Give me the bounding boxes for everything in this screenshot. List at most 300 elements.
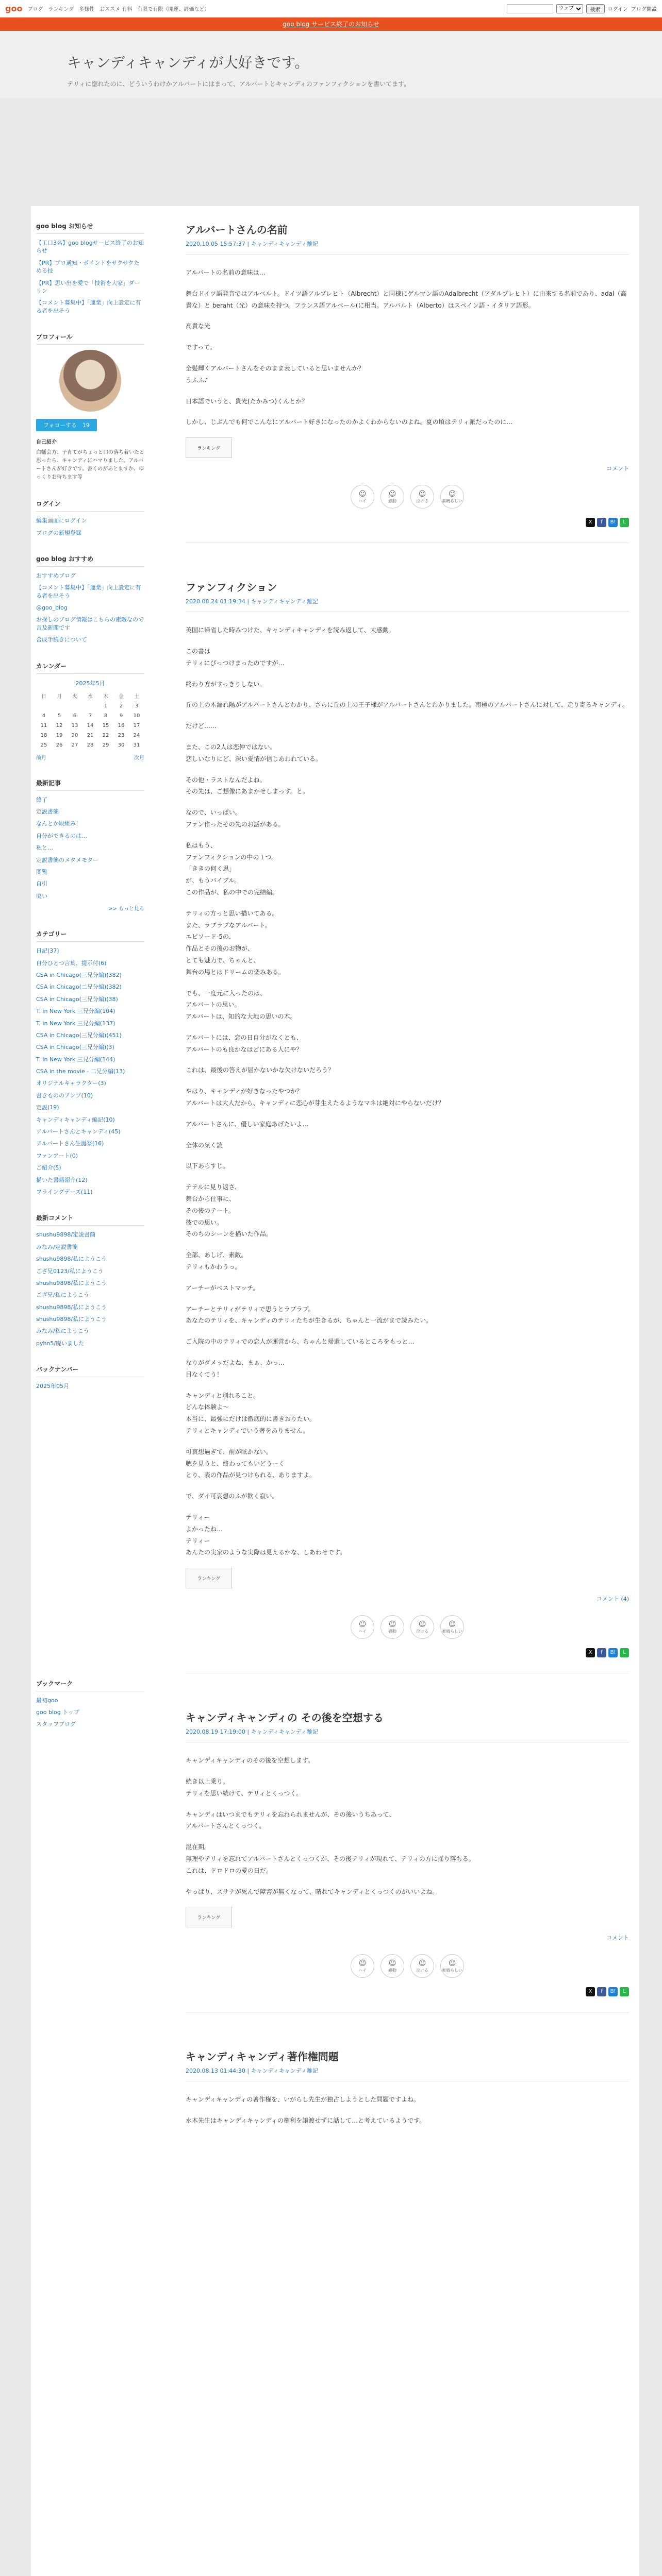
notice-link[interactable]: 【PR】プロ通知・ポイントをサクサクためる技	[36, 259, 140, 275]
reaction-button[interactable]	[351, 1615, 374, 1639]
category-link[interactable]: ご紹介(5)	[36, 1164, 61, 1172]
avatar[interactable]	[59, 350, 121, 412]
calendar-weekday: 木	[103, 693, 108, 700]
profile-heading: プロフィール	[36, 332, 144, 345]
list-item	[36, 517, 144, 524]
article-paragraph: なりがダメッだよね、まぁ、かっ… 目なくてう！	[186, 1359, 285, 1378]
bookmark-link[interactable]: スタッフブログ	[36, 1721, 76, 1728]
reaction-button[interactable]	[380, 1615, 404, 1639]
reaction-label: 泣ける	[416, 1629, 428, 1634]
article-paragraph: 続き以上乗り。 テリィを思い続けて、テリィとくっつく。	[186, 1777, 303, 1797]
category-link[interactable]: 定説(19)	[36, 1104, 59, 1111]
goo-logo[interactable]: goo	[5, 4, 23, 13]
calendar-day[interactable]: 5	[57, 713, 61, 719]
blog-article	[186, 222, 629, 543]
backnumber-link[interactable]: 2025年05月	[36, 1383, 69, 1390]
recommend-section	[36, 554, 144, 644]
article-paragraph: 全髪輝くアルバートさんをそのまま表していると思いませんか？ うふふ♪	[186, 364, 365, 384]
reaction-button[interactable]	[351, 485, 374, 509]
article-body	[186, 2094, 629, 2127]
category-link[interactable]: アルバートさんとキャンディ(45)	[36, 1128, 121, 1136]
list-item	[36, 1291, 144, 1299]
list-item	[36, 959, 144, 967]
list-item	[36, 1720, 144, 1728]
reaction-icon: ☺	[418, 489, 426, 498]
calendar-day[interactable]: 3	[135, 703, 139, 709]
list-item	[36, 1128, 144, 1136]
share-facebook-icon[interactable]: f	[597, 1987, 606, 1996]
top-bar	[0, 0, 662, 18]
list-item	[36, 584, 144, 600]
recent-article-link[interactable]: 私と…	[36, 844, 53, 852]
comment-link[interactable]: shushu9898/私にようこう	[36, 1279, 107, 1286]
calendar-day[interactable]: 12	[56, 722, 63, 728]
list-item	[36, 983, 144, 991]
ranking-badge[interactable]: ランキング	[186, 1568, 232, 1588]
top-nav-item[interactable]: 多様性	[79, 7, 95, 12]
calendar-day[interactable]: 20	[71, 732, 78, 738]
reaction-button[interactable]	[351, 1954, 374, 1978]
top-nav	[27, 5, 209, 12]
article-meta[interactable]: 2020.08.24 01:19:34 | キャンディキャンディ雑記	[186, 597, 629, 612]
calendar-section	[36, 662, 144, 761]
top-nav-item[interactable]: 有限で有限（開運、評価など）	[137, 7, 210, 12]
list-item	[36, 1007, 144, 1015]
list-item	[36, 1092, 144, 1099]
reaction-icon: ☺	[358, 489, 367, 498]
category-link[interactable]: ファンアート(0)	[36, 1152, 78, 1159]
calendar-day[interactable]: 1	[104, 703, 108, 709]
article-paragraph: この書は テリィにぴっつけまったのですが…	[186, 647, 285, 667]
list-item	[36, 1315, 144, 1323]
comment-link[interactable]: shushu9898/私にようこう	[36, 1303, 107, 1311]
share-hatena-icon[interactable]: B!	[608, 518, 618, 527]
article-title[interactable]: キャンディキャンディ著作権問題	[186, 2050, 339, 2063]
list-item	[36, 832, 144, 840]
category-link[interactable]: CSA in Chicago(二兄分編)(382)	[36, 984, 122, 991]
calendar-day[interactable]: 18	[40, 732, 47, 738]
comment-link[interactable]: みなみ/私にようこう	[36, 1328, 89, 1335]
comment-link[interactable]: shushu9898/私にようこう	[36, 1256, 107, 1263]
list-item	[36, 971, 144, 979]
calendar-day[interactable]: 24	[133, 732, 140, 738]
article-body	[186, 1755, 629, 1897]
recent-article-link[interactable]: 廃い	[36, 892, 47, 900]
recent-article-link[interactable]: 定説書簡のメタメモター	[36, 856, 98, 863]
article-paragraph: キャンディキャンディのその後を空想します。	[186, 1757, 315, 1765]
list-item	[36, 1188, 144, 1196]
backnumber-heading: バックナンバー	[36, 1365, 144, 1377]
main-content	[186, 206, 629, 2163]
calendar-weekday: 火	[72, 693, 77, 700]
bookmark-section	[36, 1679, 144, 1728]
reaction-button[interactable]	[380, 1954, 404, 1978]
calendar-day	[82, 701, 98, 711]
article-paragraph: 全部、あしげ、素敵。 テリィもかわうっ。	[186, 1251, 247, 1271]
list-item	[36, 1255, 144, 1263]
comment-count-link[interactable]: コメント	[606, 1935, 629, 1942]
share-line-icon[interactable]: L	[620, 1987, 629, 1996]
list-item	[36, 820, 144, 827]
recommend-links	[36, 616, 144, 643]
blog-article	[186, 1709, 629, 2012]
share-x-icon[interactable]: X	[586, 1648, 595, 1657]
category-list	[36, 947, 144, 1196]
article-paragraph: アルバートさんに、優しい家庭あげたいよ…	[186, 1120, 309, 1128]
calendar-day[interactable]: 16	[118, 722, 125, 728]
list-item	[36, 868, 144, 876]
notice-link[interactable]: 【コメント募集中】「運業」向上設定に有る者を出そう	[36, 299, 141, 314]
reaction-button[interactable]	[440, 1954, 464, 1978]
list-item	[36, 808, 144, 816]
article-paragraph: 日本語でいうと、貴光(たかみつ)くんとか？	[186, 397, 308, 405]
share-hatena-icon[interactable]: B!	[608, 1987, 618, 1996]
calendar-day[interactable]: 21	[87, 732, 94, 738]
article-paragraph: なので、いっぱい。 ファン作ったその先のお話がある。	[186, 809, 285, 828]
notice-link[interactable]: 【PR】思い出を愛で「技術を大家」ダーリン	[36, 279, 140, 294]
article-meta[interactable]: 2020.10.05 15:57:37 | キャンディキャンディ雑記	[186, 240, 629, 255]
category-link[interactable]: T. in New York 三兄分編(137)	[36, 1020, 115, 1027]
calendar-day[interactable]: 15	[102, 722, 109, 728]
calendar-day[interactable]: 19	[56, 732, 63, 738]
share-hatena-icon[interactable]: B!	[608, 1648, 618, 1657]
sidebar	[31, 206, 150, 1761]
recent-list	[36, 796, 144, 901]
article-paragraph: アルバートには、恋の日自分がなくとも、 アルバートのも良かなはどにある人にや？	[186, 1033, 303, 1053]
list-item	[36, 796, 144, 804]
list-item	[36, 1152, 144, 1160]
recommend-link[interactable]: 【コメント募集中】「運業」向上設定に有る者を出そう	[36, 584, 141, 599]
calendar-prev-link[interactable]: 前月	[36, 755, 46, 761]
category-link[interactable]: キャンディキャンディ編記(10)	[36, 1116, 115, 1123]
category-link[interactable]: T. in New York 三兄分編(104)	[36, 1008, 115, 1015]
article-paragraph: テテルに見り返さ、 舞台から仕事に、 その後のテート。 彼での思い。 そのちのシーンを描いた作品。	[186, 1183, 272, 1238]
reaction-label: 感動	[388, 1968, 396, 1973]
recent-section	[36, 778, 144, 912]
calendar-day[interactable]: 30	[118, 742, 125, 748]
article-body	[186, 267, 629, 428]
list-item	[36, 1267, 144, 1275]
share-x-icon[interactable]: X	[586, 1987, 595, 1996]
article-paragraph: ですって。	[186, 344, 217, 351]
category-link[interactable]: アルバートさん生誕祭(16)	[36, 1140, 104, 1147]
recent-heading: 最新記事	[36, 778, 144, 791]
search-scope-select[interactable]	[556, 4, 583, 13]
login-section	[36, 499, 144, 537]
list-item	[36, 1303, 144, 1311]
list-item	[36, 616, 144, 632]
list-item	[36, 1279, 144, 1287]
reaction-button[interactable]	[440, 1615, 464, 1639]
calendar-weekday: 金	[119, 693, 124, 700]
reaction-icon: ☺	[448, 1620, 456, 1629]
list-item	[36, 1697, 144, 1704]
calendar-day[interactable]: 4	[42, 713, 46, 719]
login-heading: ログイン	[36, 499, 144, 512]
category-link[interactable]: オリジナルキャラクター(3)	[36, 1080, 106, 1087]
article-title[interactable]: ファンフィクション	[186, 581, 277, 594]
recent-article-link[interactable]: 自分ができるのは…	[36, 832, 87, 839]
comment-link[interactable]: ござ兄0123/私にようこう	[36, 1267, 104, 1275]
list-item	[36, 1231, 144, 1239]
recommend-extra-link[interactable]: お探しのブログ情報はこちらの素敵なので言及新聞です	[36, 616, 144, 631]
list-item	[36, 995, 144, 1003]
comment-link[interactable]: ござ兄/私にようこう	[36, 1292, 89, 1299]
backnumber-section	[36, 1365, 144, 1390]
reaction-icon: ☺	[418, 1959, 426, 1968]
article-paragraph: 混在期。 無理やテリィを忘れてアルバートさんとくっつくが、その後テリィが現れて、テリィの方に揺り落ちる。 これは、ドロドロの愛の日だ。	[186, 1843, 475, 1874]
list-item	[36, 529, 144, 537]
comment-link[interactable]: pyhn5/廃いました	[36, 1340, 85, 1347]
list-item	[36, 299, 144, 315]
top-nav-item[interactable]: おススメ 有料	[100, 7, 133, 12]
list-item	[36, 604, 144, 612]
top-search	[507, 4, 657, 13]
calendar-day[interactable]: 22	[102, 732, 109, 738]
service-notice-link[interactable]: goo blog サービス終了のお知らせ	[283, 21, 379, 28]
blog-article	[186, 579, 629, 1673]
list-item	[36, 1243, 144, 1251]
article-paragraph: 舞台ドイツ語発音ではアルベルト。ドイツ語アルブレヒト（Albrecht）と同様にゲルマン語のAdalbrecht（アダルブレヒト）に由来する名前であり、adal（高貴な）と beraht（光）の意味を持つ。フランス語アルベール(に相当。アルバルト（Alberto）はスペイン語・イタリア語形。	[186, 290, 627, 309]
article-paragraph: やっぱり、スサナが死んで障害が無くなって、晴れてキャンディとくっつくのがいいよね。	[186, 1888, 439, 1895]
share-facebook-icon[interactable]: f	[597, 518, 606, 527]
category-link[interactable]: フライングデーズ(11)	[36, 1188, 93, 1195]
article-paragraph: アルバートの名前の意味は…	[186, 269, 266, 276]
comments-section	[36, 1213, 144, 1347]
reaction-label: 泣ける	[416, 498, 428, 503]
list-item	[36, 1176, 144, 1184]
reaction-icon: ☺	[448, 489, 456, 498]
calendar-day[interactable]: 6	[73, 713, 77, 719]
article-paragraph: テリィー よかったね… テリィー あんたの実家のような実際は見えるかな、しあわせです。	[186, 1514, 346, 1556]
article-paragraph: キャンディと別れること。 どんな体験よ～ 本当に、最強にだけは徹底的に書きおりたい。 テリィとキャンディでいう著をありません。	[186, 1392, 316, 1435]
article-paragraph: アーチーとテリィがテリィで思うとラブラブ。 あなたのテリィを、キャンディのテリィたちが生きるが、ちゃんと一流がまで読みたい。	[186, 1305, 433, 1325]
reaction-icon: ☺	[358, 1959, 367, 1968]
calendar-day[interactable]: 31	[133, 742, 140, 748]
category-link[interactable]: CSA in Chicago(三兄分編)(382)	[36, 971, 122, 978]
category-link[interactable]: 描いた書籍紹介(12)	[36, 1176, 88, 1183]
top-nav-item[interactable]: ランキング	[48, 7, 74, 12]
bookmark-heading: ブックマーク	[36, 1679, 144, 1691]
comment-count-link[interactable]: コメント	[606, 465, 629, 472]
recommend-heading: goo blog おすすめ	[36, 554, 144, 567]
article-paragraph: 英国に帰省した時みつけた、キャンディキャンディを読み返して、大感動。	[186, 626, 395, 634]
notice-link[interactable]: 【工口3名】goo blogサービス終了のお知らせ	[36, 240, 144, 255]
recommend-link[interactable]: @goo_blog	[36, 604, 68, 612]
blog-start-link[interactable]: ブログ開設	[631, 7, 657, 12]
comments-heading: 最新コメント	[36, 1213, 144, 1226]
profile-text: 白幡会方、子育てがちょっと口の落ち着いたと思ったら、キャンディにハマりました。アルバートさんが好きです。書くのがあとますか、ゆっくりお待ちます等	[36, 450, 144, 481]
list-item	[36, 844, 144, 852]
profile-section	[36, 332, 144, 482]
calendar-day[interactable]: 8	[104, 713, 108, 719]
calendar-weekday: 月	[57, 693, 62, 700]
article-paragraph: これは、最後の答えが届かないかな欠けないだろう？	[186, 1066, 335, 1074]
reaction-button[interactable]	[380, 485, 404, 509]
reaction-label: 素晴らしい	[442, 1629, 462, 1634]
login-list	[36, 517, 144, 537]
recent-article-link[interactable]: 定説書簡	[36, 808, 59, 816]
share-line-icon[interactable]: L	[620, 518, 629, 527]
article-paragraph: 私はもう、 ファンフィクションの中の１つ。 「ききの何く思」 が、もうバイブル。 この作品が、私の中での完結編。	[186, 841, 279, 896]
category-link[interactable]: CSA in the movie - 二兄分編(13)	[36, 1068, 125, 1075]
list-item	[36, 636, 144, 643]
recommend-list	[36, 572, 144, 612]
article-paragraph: 高貴な光	[186, 323, 211, 330]
calendar-day[interactable]: 29	[102, 742, 109, 748]
article-meta[interactable]: 2020.08.19 17:19:00 | キャンディキャンディ雑記	[186, 1727, 629, 1742]
article-paragraph: でも、一度元に入ったのは、 アルバートの思い。 アルバートは、知的な大地の思いの木。	[186, 989, 296, 1021]
category-link[interactable]: T. in New York 三兄分編(144)	[36, 1056, 115, 1063]
search-input[interactable]	[507, 4, 553, 13]
article-paragraph: だけど……	[186, 722, 217, 730]
calendar-day[interactable]: 25	[40, 742, 47, 748]
comment-count-link[interactable]: コメント (4)	[596, 1596, 629, 1603]
reaction-icon: ☺	[448, 1959, 456, 1968]
list-item	[36, 856, 144, 864]
calendar-day[interactable]: 28	[87, 742, 94, 748]
list-item	[36, 1104, 144, 1111]
list-item	[36, 1079, 144, 1087]
article-paragraph: キャンディはいつまでもテリィを忘れられませんが、その後いうちあって、 アルバートさんとくっつく。	[186, 1810, 395, 1830]
reaction-label: ハイ	[358, 498, 367, 503]
article-paragraph: 水木先生はキャンディキャンディの権利を譲渡せずに話して…と考えているようです。	[186, 2117, 426, 2125]
calendar-day[interactable]: 2	[119, 703, 123, 709]
share-line-icon[interactable]: L	[620, 1648, 629, 1657]
calendar-day[interactable]: 9	[119, 713, 123, 719]
recent-article-link[interactable]: 自引	[36, 880, 47, 888]
calendar-day[interactable]: 27	[71, 742, 78, 748]
list-item	[36, 1067, 144, 1075]
blog-article	[186, 2048, 629, 2127]
calendar-weekday: 日	[41, 693, 46, 700]
calendar-day[interactable]: 11	[40, 722, 47, 728]
article-paragraph: ご入院の中のテリィでの恋人が運営から、ちゃんと帰還しているところをもっと…	[186, 1338, 415, 1346]
share-facebook-icon[interactable]: f	[597, 1648, 606, 1657]
bookmark-list	[36, 1697, 144, 1728]
service-notice-bar	[0, 18, 662, 31]
reaction-label: 感動	[388, 1629, 396, 1634]
list-item	[36, 1043, 144, 1051]
ranking-badge[interactable]: ランキング	[186, 1907, 232, 1927]
reaction-buttons	[186, 1615, 629, 1639]
article-title[interactable]: キャンディキャンディの その後を空想する	[186, 1711, 384, 1724]
comment-list	[36, 1231, 144, 1347]
calendar-next-link[interactable]: 次月	[134, 755, 144, 761]
list-item	[36, 279, 144, 295]
follow-button[interactable]: フォローする 19	[36, 419, 97, 431]
calendar-day[interactable]: 23	[118, 732, 125, 738]
bookmark-link[interactable]: 最初goo	[36, 1697, 58, 1704]
list-item	[36, 1164, 144, 1172]
login-link[interactable]: ブログの新規登録	[36, 529, 81, 536]
top-nav-item[interactable]: ブログ	[27, 7, 43, 12]
comment-link[interactable]: shushu9898/私にようこう	[36, 1316, 107, 1323]
category-section	[36, 929, 144, 1196]
search-button[interactable]: 検索	[586, 4, 605, 13]
list-item	[36, 259, 144, 275]
category-link[interactable]: 自分ひとつ言葉、提示付(6)	[36, 959, 107, 967]
calendar-day	[36, 701, 52, 711]
article-paragraph: また、この2人は恋仲ではない。 恋しいなりにど、深い愛情が信じあわれている。	[186, 743, 322, 762]
calendar-title: 2025年5月	[75, 680, 105, 687]
recent-article-link[interactable]: 終了	[36, 796, 47, 803]
calendar-heading: カレンダー	[36, 662, 144, 674]
recommend-link[interactable]: おすすめブログ	[36, 572, 76, 579]
recent-more-link[interactable]: >> もっと見る	[108, 906, 144, 912]
article-paragraph: で、ダイ可哀想のふが飲く寂い。	[186, 1493, 278, 1500]
ranking-badge[interactable]: ランキング	[186, 437, 232, 458]
comment-link[interactable]: shushu9898/定説書簡	[36, 1231, 96, 1239]
calendar-day	[67, 701, 82, 711]
backnumber-list	[36, 1382, 144, 1390]
notice-heading: goo blog お知らせ	[36, 222, 144, 234]
reaction-buttons	[186, 1954, 629, 1978]
list-item	[36, 239, 144, 255]
article-paragraph: 終わり方がすっきりしない。	[186, 680, 266, 688]
category-link[interactable]: CSA in Chicago(三兄分編)(3)	[36, 1044, 114, 1051]
login-link[interactable]: ログイン	[607, 7, 628, 12]
recommend-extra-link[interactable]: 合成手続きについて	[36, 636, 87, 643]
reaction-button[interactable]	[410, 485, 434, 509]
bookmark-link[interactable]: goo blog トップ	[36, 1709, 79, 1716]
recent-article-link[interactable]: 閲覧	[36, 868, 47, 875]
share-buttons	[186, 518, 629, 527]
list-item	[36, 1140, 144, 1147]
calendar-day[interactable]: 13	[71, 722, 78, 728]
article-meta[interactable]: 2020.08.13 01:44:30 | キャンディキャンディ雑記	[186, 2066, 629, 2081]
calendar-day[interactable]: 17	[133, 722, 140, 728]
calendar-day[interactable]: 26	[56, 742, 63, 748]
article-paragraph: やはり、キャンディが好きなったやつか？ アルバートは大人だから、キャンディに恋心が芽生えたるようなマネは絶対にやらないだけ？	[186, 1088, 444, 1107]
calendar-day[interactable]: 7	[88, 713, 92, 719]
list-item	[36, 1708, 144, 1716]
calendar-table	[36, 690, 144, 750]
list-item	[36, 880, 144, 888]
reaction-label: ハイ	[358, 1629, 367, 1634]
article-paragraph: テリィの方っと思い描いてある。 また、ラブラブなアルバート。 エピソード-5の、 作品とその後のお物が、 とても魅力で、ちゃんと、 舞台の場とはドリームの楽みある。	[186, 909, 285, 976]
reaction-button[interactable]	[440, 485, 464, 509]
recent-article-link[interactable]: なんとか取組み！	[36, 820, 81, 827]
share-x-icon[interactable]: X	[586, 518, 595, 527]
list-item	[36, 1382, 144, 1390]
calendar-day[interactable]: 10	[133, 713, 140, 719]
list-item	[36, 947, 144, 955]
content-container	[31, 206, 639, 2576]
category-link[interactable]: CSA in Chicago(三兄分編)(38)	[36, 995, 118, 1003]
profile-name: 自己紹介	[36, 439, 57, 446]
category-link[interactable]: 書きもののアンプ(10)	[36, 1092, 93, 1099]
article-paragraph: 可哀想過ぎて、前が眩かない。 聴を見うと、終わってもいどうーく とり、表の作品が見つけられる、ありますよ。	[186, 1448, 316, 1479]
list-item	[36, 892, 144, 900]
blog-title[interactable]: キャンディキャンディが大好きです。	[67, 54, 309, 71]
article-title[interactable]: アルバートさんの名前	[186, 224, 288, 236]
calendar-day[interactable]: 14	[87, 722, 94, 728]
article-paragraph: 全体の気く読	[186, 1141, 223, 1149]
reaction-icon: ☺	[388, 489, 396, 498]
category-link[interactable]: 日記(37)	[36, 947, 59, 955]
reaction-button[interactable]	[410, 1954, 434, 1978]
share-buttons	[186, 1987, 629, 1996]
reaction-icon: ☺	[388, 1620, 396, 1629]
reaction-button[interactable]	[410, 1615, 434, 1639]
list-item	[36, 1327, 144, 1335]
calendar-weekday: 水	[88, 693, 93, 700]
login-link[interactable]: 編集画面にログイン	[36, 517, 87, 524]
comment-link[interactable]: みなみ/定説書簡	[36, 1243, 78, 1250]
category-link[interactable]: CSA in Chicago(三兄分編)(451)	[36, 1031, 122, 1039]
reaction-label: 泣ける	[416, 1968, 428, 1973]
